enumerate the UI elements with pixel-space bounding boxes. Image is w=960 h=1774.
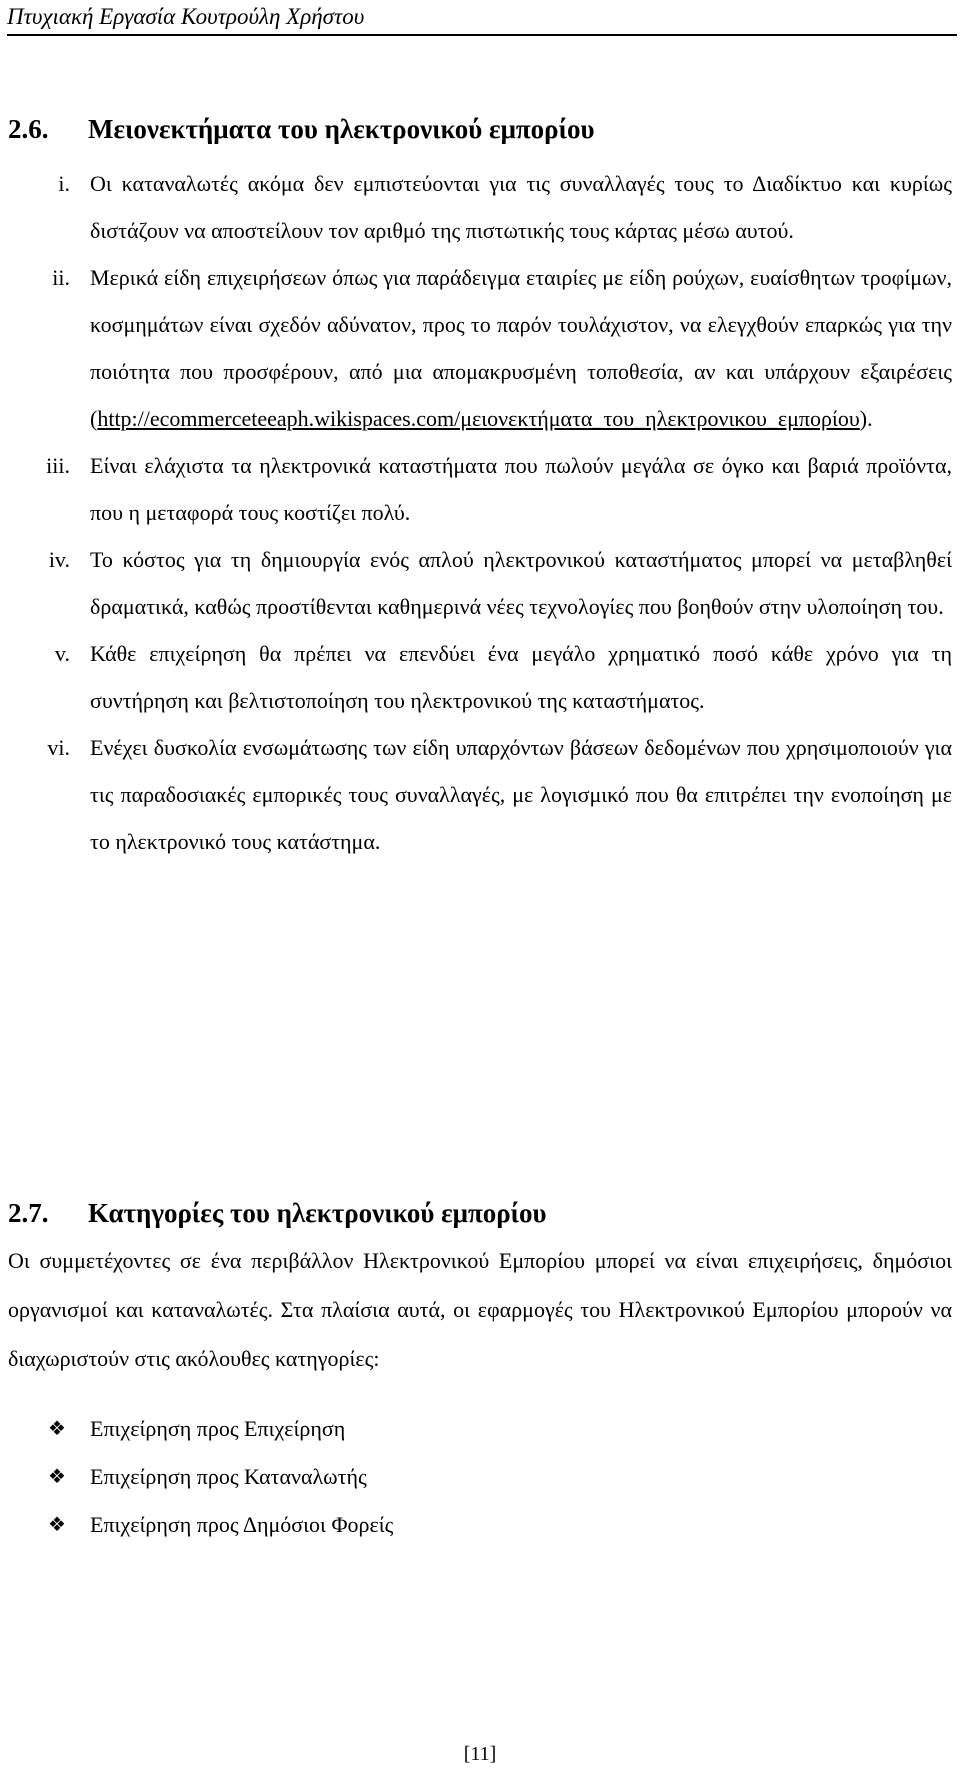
list-item-text: Επιχείρηση προς Καταναλωτής (90, 1464, 367, 1489)
section-title: Κατηγορίες του ηλεκτρονικού εμπορίου (88, 1198, 547, 1228)
list-marker: i. (58, 171, 70, 196)
list-item (48, 1405, 393, 1453)
list-marker: iv. (48, 547, 70, 572)
list-item (0, 536, 960, 630)
list-marker: v. (54, 641, 70, 666)
list-item-text: Ενέχει δυσκολία ενσωμάτωσης των είδη υπαρχόντων βάσεων δεδομένων που χρησιμοποιούν για τις παραδοσιακές εμπορικές τους συναλλαγές, με λογισμικό που θα επιτρέπει την ενοποίηση με το ηλεκτρονικό τους κατάστημα. (90, 735, 952, 854)
list-item-text (90, 254, 952, 442)
list-item (48, 1453, 393, 1501)
list-item-text: Επιχείρηση προς Επιχείρηση (90, 1416, 346, 1441)
list-item-text: Επιχείρηση προς Δημόσιοι Φορείς (90, 1512, 394, 1537)
list-item-text: Είναι ελάχιστα τα ηλεκτρονικά καταστήματα που πωλούν μεγάλα σε όγκο και βαριά προϊόντα, που η μεταφορά τους κοστίζει πολύ. (90, 453, 952, 525)
section-heading-2-7 (8, 1197, 547, 1229)
section-number: 2.7. (8, 1198, 49, 1228)
list-item-body: Μερικά είδη επιχειρήσεων όπως για παράδειγμα εταιρίες με είδη ρούχων, ευαίσθητων τροφίμων, κοσμημάτων είναι σχεδόν αδύνατον, προς το παρόν τουλάχιστον, να ελεγχθούν επαρκώς για την ποιότητα που προσφέρουν, από μια απομακρυσμένη τοποθεσία, αν και υπάρχουν εξαιρέσεις (90, 265, 952, 384)
page-number: [11] (463, 1743, 497, 1765)
page-header: Πτυχιακή Εργασία Κουτρούλη Χρήστου (7, 2, 957, 36)
list-marker: ii. (52, 265, 70, 290)
list-item (0, 724, 960, 865)
list-item (0, 160, 960, 254)
section-heading-2-6 (8, 113, 595, 145)
source-link[interactable]: http://ecommerceteeaph.wikispaces.com/μειονεκτήματα_του_ηλεκτρονικου_εμπορίου (97, 406, 860, 431)
list-item-text: Το κόστος για τη δημιουργία ενός απλού ηλεκτρονικού καταστήματος μπορεί να μεταβληθεί δραματικά, καθώς προστίθενται καθημερινά νέες τεχνολογίες που βοηθούν στην υλοποίηση του. (90, 547, 952, 619)
body-paragraph: Οι συμμετέχοντες σε ένα περιβάλλον Ηλεκτρονικού Εμπορίου μπορεί να είναι επιχειρήσεις, δημόσιοι οργανισμοί και καταναλωτές. Στα πλαίσια αυτά, οι εφαρμογές του Ηλεκτρονικού Εμπορίου μπορούν να διαχωριστούν στις ακόλουθες κατηγορίες: (8, 1248, 952, 1371)
list-item (0, 254, 960, 442)
list-item (48, 1501, 393, 1549)
list-marker: vi. (47, 735, 70, 760)
paren-close: ). (859, 406, 873, 431)
section-title: Μειονεκτήματα του ηλεκτρονικού εμπορίου (88, 114, 595, 144)
paren-open: ( (90, 406, 98, 431)
diamond-bullet-icon: ❖ (48, 1418, 66, 1440)
section-number: 2.6. (8, 114, 49, 144)
disadvantages-list (0, 160, 960, 865)
list-item-text: Κάθε επιχείρηση θα πρέπει να επενδύει ένα μεγάλο χρηματικό ποσό κάθε χρόνο για τη συντήρηση και βελτιστοποίηση του ηλεκτρονικού της καταστήματος. (90, 641, 952, 713)
list-item (0, 442, 960, 536)
diamond-bullet-icon: ❖ (48, 1466, 66, 1488)
diamond-bullet-icon: ❖ (48, 1514, 66, 1536)
list-item (0, 630, 960, 724)
list-marker: iii. (46, 453, 70, 478)
list-item-text: Οι καταναλωτές ακόμα δεν εμπιστεύονται για τις συναλλαγές τους το Διαδίκτυο και κυρίως διστάζουν να αποστείλουν τον αριθμό της πιστωτικής τους κάρτας μέσω αυτού. (90, 171, 952, 243)
category-list (48, 1405, 393, 1549)
